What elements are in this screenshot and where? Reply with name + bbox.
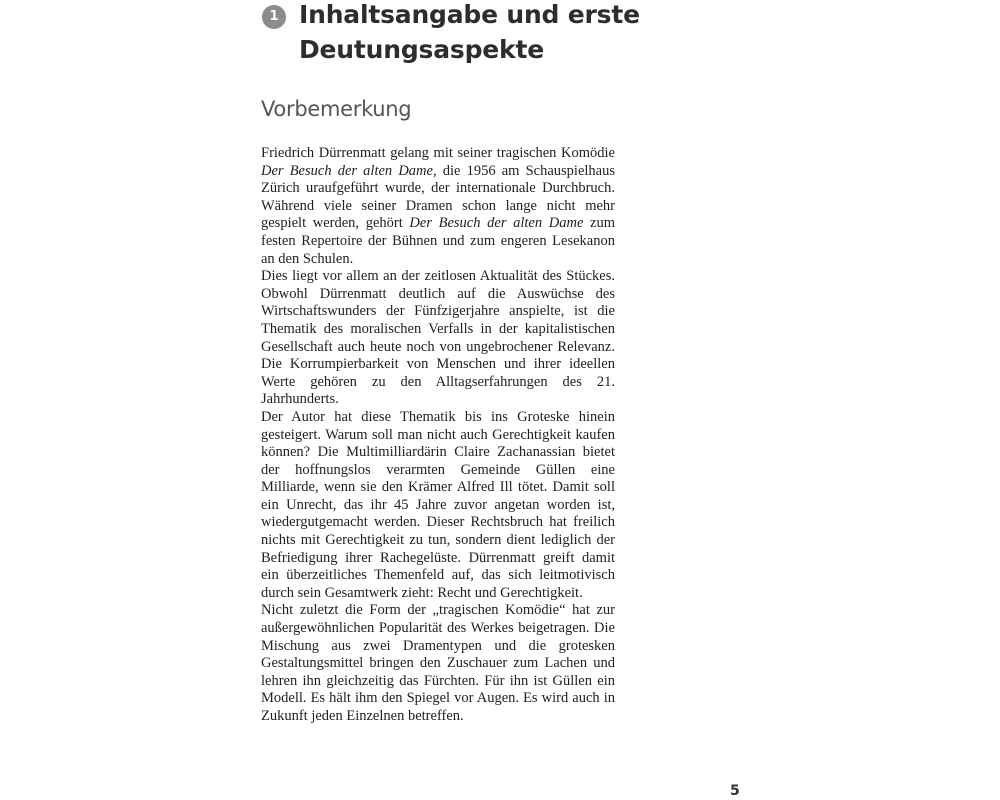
text-run: , die 1956 am Schauspielhaus Zürich uraufgeführt wurde, der internationale Durchbruch. Während viele seiner Dramen schon lange nicht mehr gespielt werden, gehört xyxy=(261,162,615,232)
book-title-italic: Der Besuch der alten Dame xyxy=(409,215,584,232)
paragraph xyxy=(261,145,615,268)
section-title: Vorbemerkung xyxy=(261,97,412,121)
book-title-italic: Der Besuch der alten Dame xyxy=(261,162,433,179)
paragraph: Dies liegt vor allem an der zeitlosen Aktualität des Stückes. Obwohl Dürrenmatt deutlich auf die Auswüchse des Wirtschaftswunders der Fünfzigerjahre anspielte, ist die Thematik des moralischen Verfalls in der kapitalistischen Gesellschaft auch heute noch von ungebrochener Relevanz. Die Korrumpierbarkeit von Menschen und ihrer ideellen Werte gehören zu den Alltagserfahrungen des 21. Jahrhunderts. xyxy=(261,268,615,408)
text-run: Friedrich Dürrenmatt gelang mit seiner tragischen Komödie xyxy=(261,145,615,161)
text-run: zum festen Repertoire der Bühnen und zum engeren Lesekanon an den Schulen. xyxy=(261,215,616,267)
body-text xyxy=(261,145,615,726)
page-number: 5 xyxy=(730,783,740,799)
paragraph: Nicht zuletzt die Form der „tragischen Komödie“ hat zur außergewöhnlichen Popularität des Werkes beigetragen. Die Mischung aus zwei Dramentypen und die grotesken Gestaltungsmittel bringen den Zuschauer zum Lachen und lehren ihn gleichzeitig das Fürchten. Für ihn ist Güllen ein Modell. Es hält ihm den Spiegel vor Augen. Es wird auch in Zukunft jeden Einzelnen betreffen. xyxy=(261,602,615,724)
chapter-title: Inhaltsangabe und erste Deutungsaspekte xyxy=(299,0,640,64)
paragraph: Der Autor hat diese Thematik bis ins Groteske hinein gesteigert. Warum soll man nicht auch Gerechtigkeit kaufen können? Die Multimilliardärin Claire Zachanassian bietet der hoffnungslos verarmten Gemeinde Güllen eine Milliarde, wenn sie den Krämer Alfred Ill tötet. Damit soll ein Unrecht, das ihr 45 Jahre zuvor angetan worden ist, wiedergutgemacht werden. Dieser Rechtsbruch hat freilich nichts mit Gerechtigkeit zu tun, sondern dient lediglich der Befriedigung ihrer Rachegelüste. Dürrenmatt greift damit ein überzeitliches Themenfeld auf, das sich leitmotivisch durch sein Gesamtwerk zieht: Recht und Gerechtigkeit. xyxy=(261,408,615,601)
chapter-number-badge: 1 xyxy=(262,5,286,29)
page-margin xyxy=(0,0,255,800)
